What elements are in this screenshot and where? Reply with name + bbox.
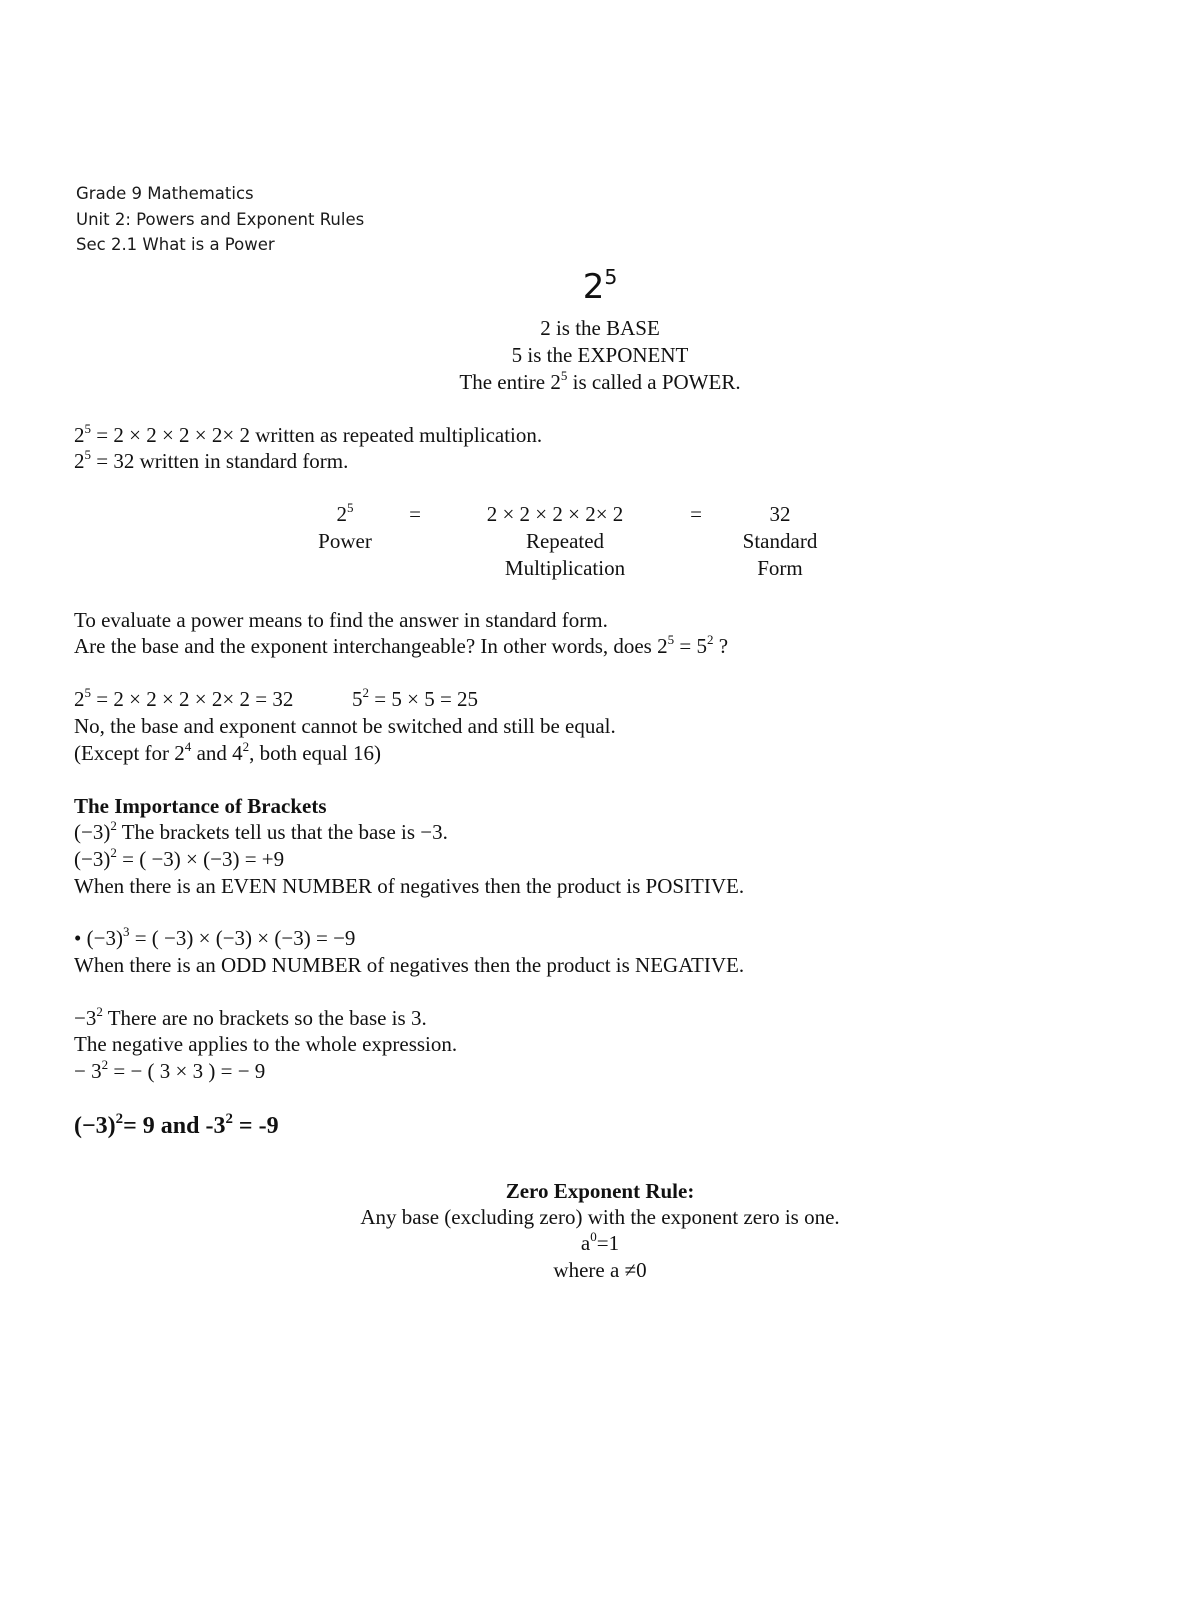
course-title: Grade 9 Mathematics xyxy=(76,184,254,203)
brackets-line-2: $(-3)^2$ = ( −3) × (−3) = +9 xyxy=(74,845,285,871)
table-label-power: Power xyxy=(318,529,372,553)
compare-left: $2^5 = 2 \times 2 \times 2 \times 2\times 2 = 32$ xyxy=(74,685,294,711)
table-label-multiplication: Multiplication xyxy=(504,556,626,580)
compare-exception: (Except for $2^4$ and $4^2$, both equal 16) xyxy=(74,739,381,765)
table-repeated-value: 2 × 2 × 2 × 2× 2 xyxy=(486,502,624,526)
brackets-summary: $(-3)^2= 9$ and $-3^2 = -9$ xyxy=(74,1111,279,1139)
table-power-value: $2^5$ xyxy=(336,500,354,526)
base-definition: 2 is the BASE xyxy=(540,316,660,340)
odd-negatives-rule: When there is an ODD NUMBER of negatives then the product is NEGATIVE. xyxy=(74,953,745,977)
negative-applies-line: The negative applies to the whole expression. xyxy=(74,1032,458,1056)
brackets-line-1: $(-3)^2$ The brackets tell us that the base is −3. xyxy=(74,818,448,844)
compare-conclusion: No, the base and exponent cannot be switched and still be equal. xyxy=(74,714,616,738)
table-label-repeated: Repeated xyxy=(525,529,605,553)
table-equals-1: = xyxy=(409,502,421,526)
no-brackets-line: $-3^2$ There are no brackets so the base is 3. xyxy=(74,1004,427,1030)
zero-rule-condition: where a ≠0 xyxy=(553,1258,647,1282)
brackets-heading: The Importance of Brackets xyxy=(74,794,327,818)
section-title: Sec 2.1 What is a Power xyxy=(76,235,275,254)
table-equals-2: = xyxy=(690,502,702,526)
exponent-definition: 5 is the EXPONENT xyxy=(511,343,689,367)
repeated-form-line: $2^5 = 2 \times 2 \times 2 \times 2\times 2$ written as repeated multiplication. xyxy=(74,421,543,447)
even-negatives-rule: When there is an EVEN NUMBER of negatives then the product is POSITIVE. xyxy=(74,874,745,898)
table-label-standard: Standard xyxy=(742,529,818,553)
table-label-form: Form xyxy=(757,556,803,580)
zero-rule-formula: $a^0=1$ xyxy=(580,1229,620,1255)
zero-rule-heading: Zero Exponent Rule: xyxy=(505,1179,695,1203)
brackets-line-4: • $(-3)^3$ = ( −3) × (−3) × (−3) = −9 xyxy=(74,924,356,950)
compare-right: $5^2 = 5 \times 5 = 25$ xyxy=(352,685,479,711)
interchangeable-question: Are the base and the exponent interchangeable? In other words, does $2^5 = 5^2$ ? xyxy=(74,632,729,658)
standard-form-line: $2^5 = 32$ written in standard form. xyxy=(74,447,349,473)
no-brackets-evaluation: − $3^2$ = − ( 3 × 3 ) = − 9 xyxy=(74,1057,266,1083)
unit-title: Unit 2: Powers and Exponent Rules xyxy=(76,210,365,229)
zero-rule-statement: Any base (excluding zero) with the exponent zero is one. xyxy=(360,1205,840,1229)
power-definition: The entire $2^5$ is called a POWER. xyxy=(459,368,741,394)
table-standard-value: 32 xyxy=(769,502,791,526)
hero-power: $2^5$ xyxy=(582,264,618,307)
evaluate-definition: To evaluate a power means to find the answer in standard form. xyxy=(74,608,608,632)
